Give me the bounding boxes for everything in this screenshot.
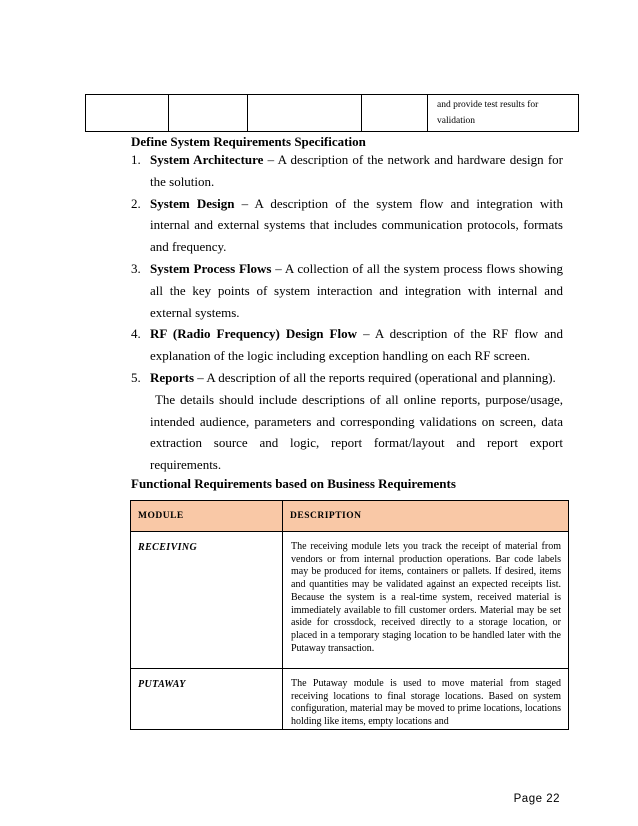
- list-item: [131, 323, 563, 367]
- continued-cell-4: [362, 95, 428, 132]
- list-number: 2.: [131, 195, 141, 211]
- list-item: [131, 367, 563, 476]
- list-term: RF (Radio Frequency) Design Flow: [150, 326, 357, 342]
- list-item: [131, 149, 563, 193]
- module-description: The Putaway module is used to move material from staged receiving locations to final storage locations. Based on system configuration, material may be moved to prime locations, locations holding like items, empty locations and: [283, 669, 569, 730]
- module-name: PUTAWAY: [131, 669, 283, 730]
- list-number: 4.: [131, 326, 141, 342]
- list-term: Reports: [150, 369, 195, 385]
- requirements-spec-heading: Define System Requirements Specification: [131, 134, 366, 149]
- list-text: – A description of the RF flow and explanation of the logic including exception handling on each RF screen.: [150, 326, 563, 364]
- reports-details-text: The details should include descriptions of all online reports, purpose/usage, intended audience, parameters and corresponding validations on screen, data extraction source and logic, report format/layout and report export requirements.: [150, 391, 564, 473]
- continued-cell-5: [428, 95, 579, 132]
- page-number: Page 22: [513, 793, 560, 805]
- continued-cell-text: and provide test results for validation: [437, 100, 539, 126]
- list-term: System Architecture: [150, 152, 264, 167]
- continued-cell-3: [248, 95, 362, 132]
- list-text: – A collection of all the system process flows showing all the key points of system interaction and integration with internal and external systems.: [150, 260, 563, 320]
- list-term: System Design: [150, 195, 235, 211]
- table-header-row: [131, 501, 569, 532]
- continued-table-row: [86, 95, 579, 132]
- table-row: [131, 532, 569, 669]
- list-number: 3.: [131, 260, 141, 276]
- module-description: The receiving module lets you track the receipt of material from vendors or from internal production operations. Bar code labels may be produced for items, containers or pallets. If desired, items and quantities may be validated against an expected receipts list. Because the system is a real-time system, received material is immediately available to fill customer orders. Material may be set aside for crossdock, received directly to a storage location, or placed in a temporary staging location to be handled later with the Putaway transaction.: [283, 532, 569, 669]
- list-term: System Process Flows: [150, 260, 272, 276]
- list-number: 5.: [131, 369, 141, 385]
- column-header-module: MODULE: [131, 501, 283, 532]
- column-header-description: DESCRIPTION: [283, 501, 569, 532]
- table-row: [131, 669, 569, 730]
- functional-requirements-table: [130, 500, 569, 730]
- continued-cell-1: [86, 95, 169, 132]
- continued-cell-2: [169, 95, 248, 132]
- list-item: [131, 258, 563, 323]
- list-item: [131, 193, 563, 258]
- reports-details-paragraph: [150, 389, 563, 476]
- list-text: – A description of the network and hardware design for the solution.: [150, 152, 563, 189]
- list-text: – A description of all the reports required (operational and planning).: [194, 369, 556, 385]
- list-number: 1.: [131, 152, 141, 167]
- functional-requirements-heading: Functional Requirements based on Business Requirements: [131, 476, 456, 491]
- requirements-list: [131, 149, 563, 476]
- list-text: – A description of the system flow and integration with internal and external systems that includes communication protocols, formats and frequency.: [150, 195, 563, 255]
- continued-table: [85, 94, 579, 132]
- module-name: RECEIVING: [131, 532, 283, 669]
